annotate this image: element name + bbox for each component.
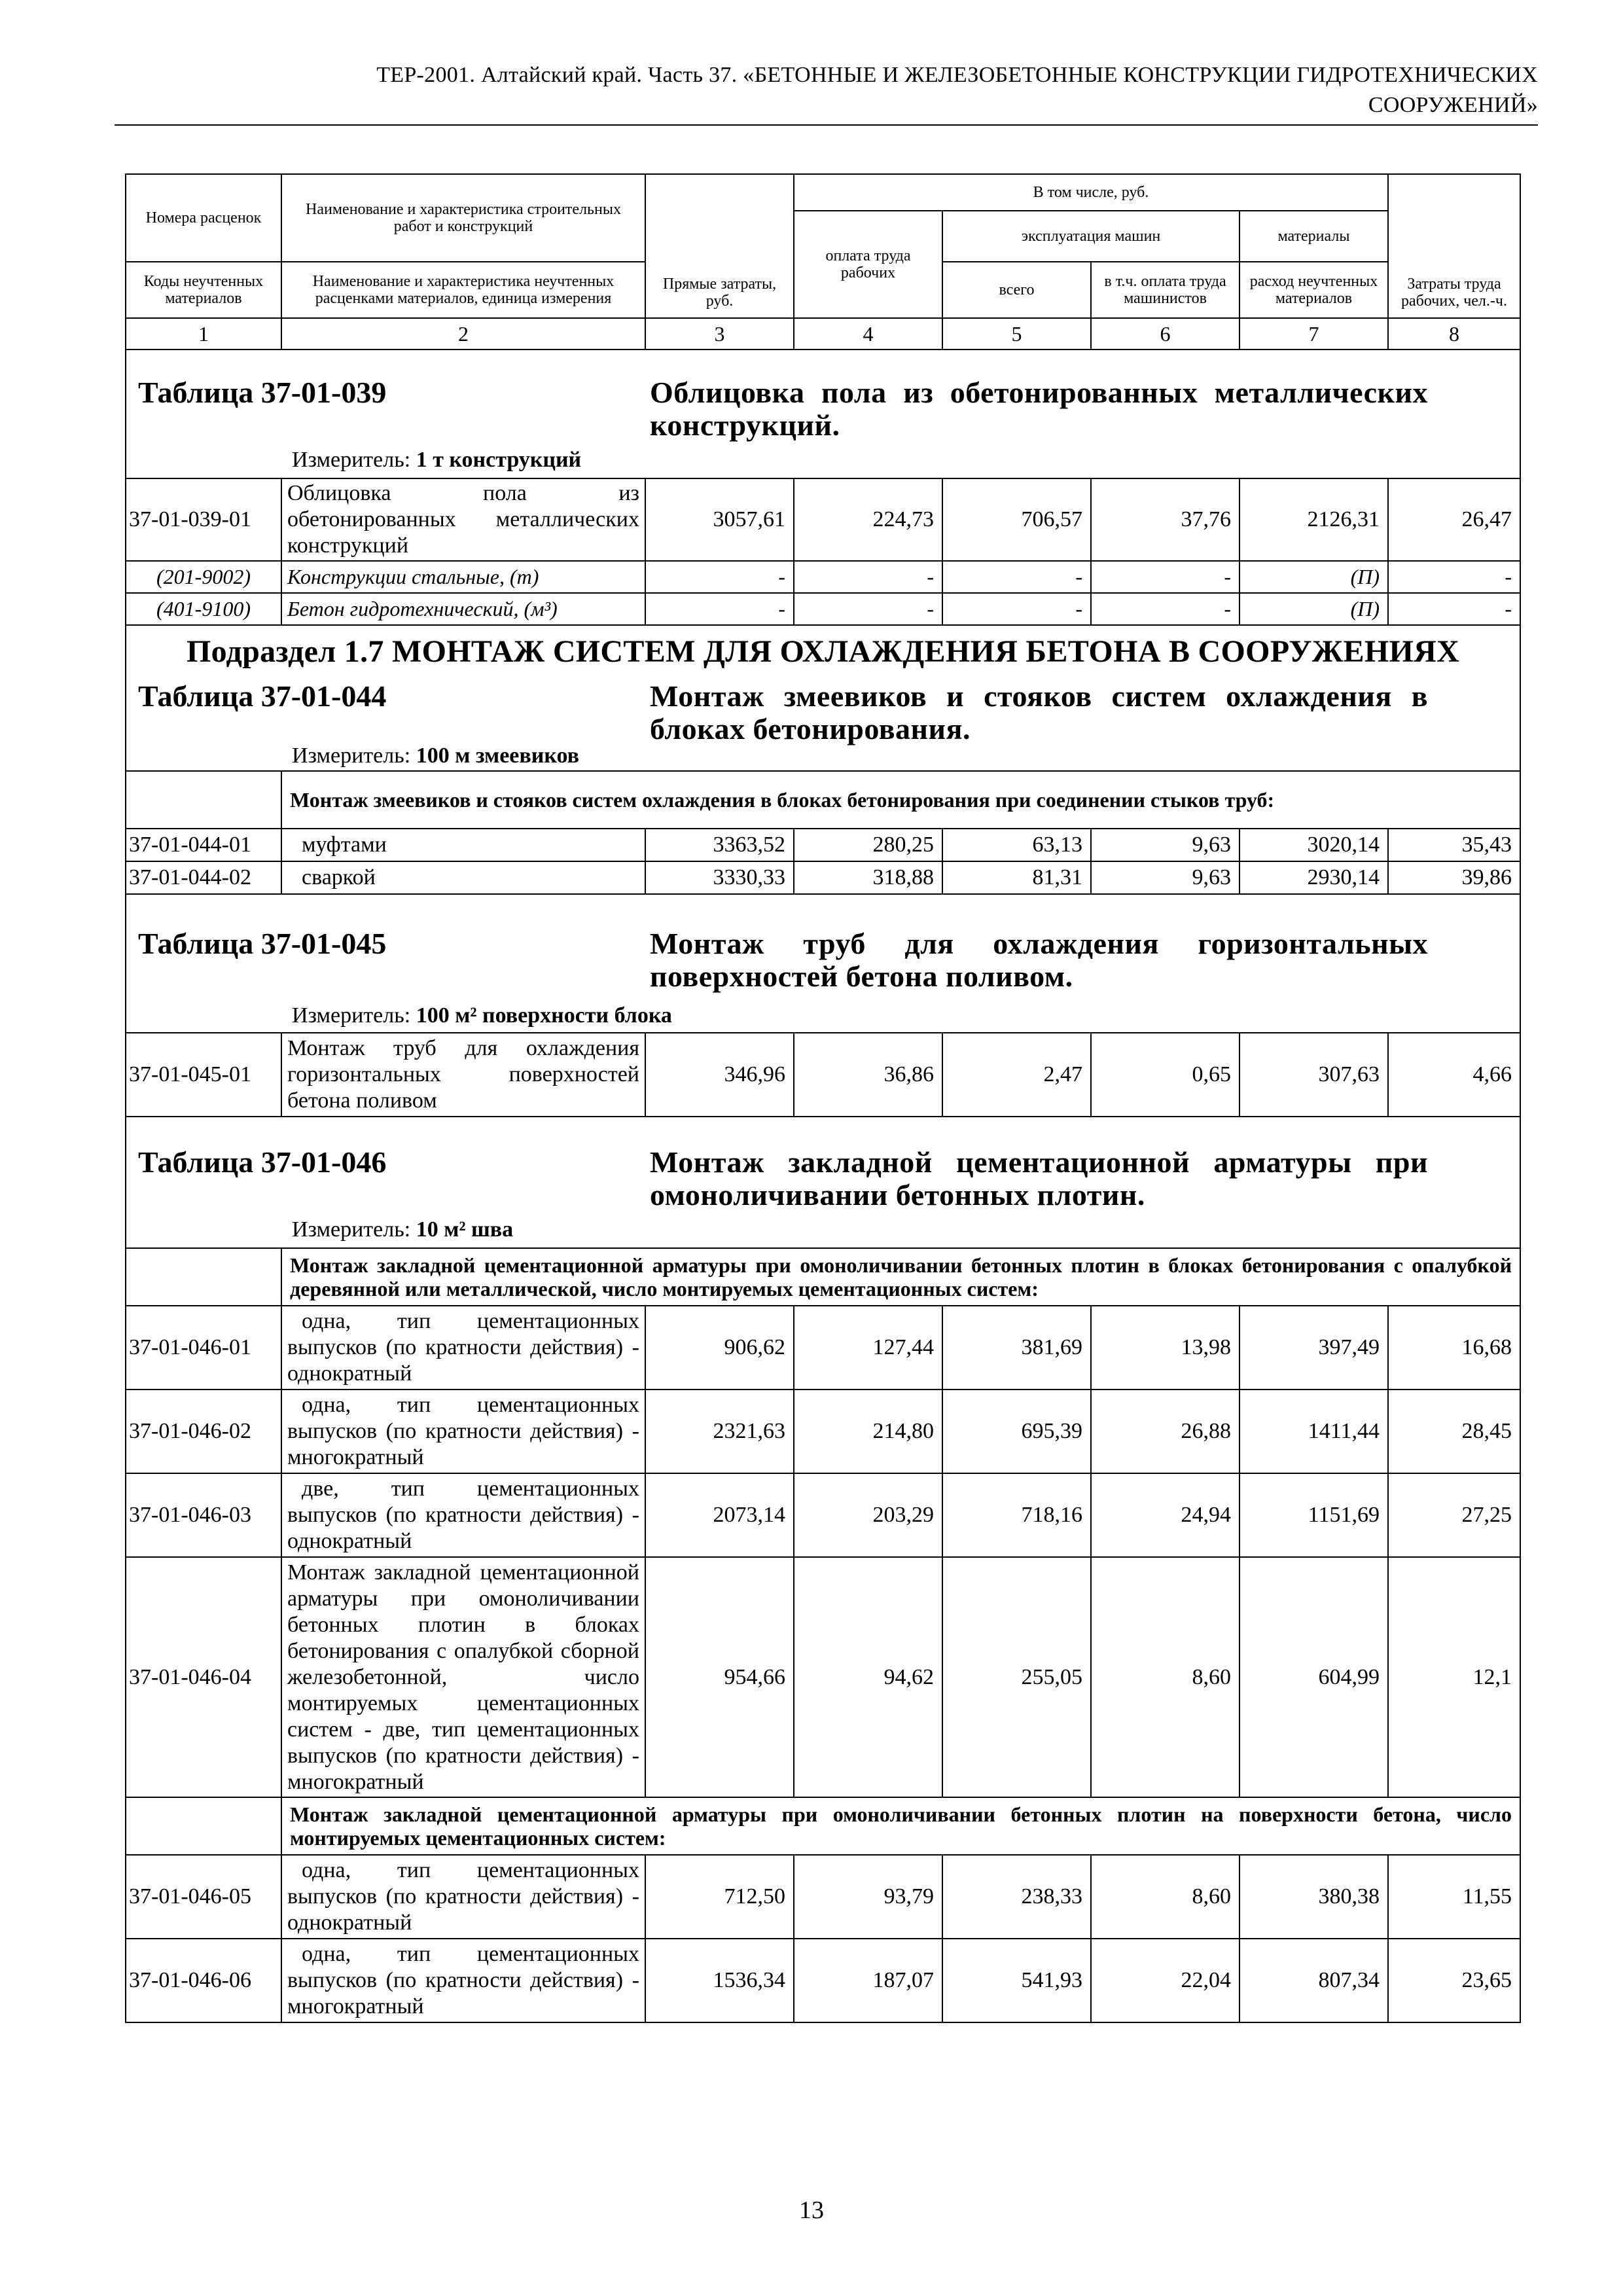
table-row bbox=[126, 478, 1520, 561]
direct-cost: 1536,34 bbox=[645, 1939, 794, 2022]
machines-total: 541,93 bbox=[942, 1939, 1091, 2022]
rate-code: 37-01-046-06 bbox=[126, 1939, 281, 2022]
col-number: 3 bbox=[645, 318, 794, 350]
wages: 318,88 bbox=[794, 861, 942, 894]
col-drivers: в т.ч. оплата труда машинистов bbox=[1091, 262, 1240, 318]
cell: - bbox=[794, 561, 942, 593]
col-total: всего bbox=[942, 262, 1091, 318]
column-numbers-row bbox=[126, 318, 1520, 350]
rate-name: Монтаж труб для охлаждения горизонтальных поверхностей бетона поливом bbox=[281, 1033, 645, 1117]
running-header-line2: СООРУЖЕНИЙ» bbox=[1368, 93, 1538, 117]
drivers-wages: 8,60 bbox=[1091, 1855, 1240, 1939]
table-title-block bbox=[126, 350, 1520, 478]
rate-code: 37-01-046-05 bbox=[126, 1855, 281, 1939]
group-title: Монтаж закладной цементационной арматуры при омоноличивании бетонных плотин на поверхности бетона, число монтируемых цементационных систем: bbox=[281, 1797, 1520, 1855]
rate-name: одна, тип цементационных выпусков (по кратности действия) - многократный bbox=[281, 1390, 645, 1473]
labor: 12,1 bbox=[1388, 1557, 1520, 1797]
cell: - bbox=[1091, 561, 1240, 593]
header-rule bbox=[115, 124, 1538, 126]
wages: 127,44 bbox=[794, 1306, 942, 1390]
col-code-b: Коды неучтенных материалов bbox=[126, 262, 281, 318]
table-number: Таблица 37-01-046 bbox=[138, 1145, 387, 1179]
machines-total: 718,16 bbox=[942, 1473, 1091, 1557]
table-measure: Измеритель: 10 м² шва bbox=[292, 1217, 514, 1242]
col-number: 6 bbox=[1091, 318, 1240, 350]
col-name-a: Наименование и характеристика строительных работ и конструкций bbox=[281, 174, 645, 262]
labor: 39,86 bbox=[1388, 861, 1520, 894]
col-number: 8 bbox=[1388, 318, 1520, 350]
table-row bbox=[126, 1473, 1520, 1557]
labor: 28,45 bbox=[1388, 1390, 1520, 1473]
price-table bbox=[125, 173, 1521, 2023]
page-number: 13 bbox=[799, 2197, 824, 2224]
direct-cost: 3330,33 bbox=[645, 861, 794, 894]
col-number: 4 bbox=[794, 318, 942, 350]
col-labor: Затраты труда рабочих, чел.-ч. bbox=[1388, 174, 1520, 318]
running-header-line1: ТЕР-2001. Алтайский край. Часть 37. «БЕТОННЫЕ И ЖЕЛЕЗОБЕТОННЫЕ КОНСТРУКЦИИ ГИДРОТЕХНИЧЕСКИХ bbox=[376, 63, 1538, 87]
table-number: Таблица 37-01-044 bbox=[138, 679, 387, 713]
materials: 604,99 bbox=[1240, 1557, 1388, 1797]
group-title: Монтаж змеевиков и стояков систем охлаждения в блоках бетонирования при соединении стыков труб: bbox=[281, 771, 1520, 829]
direct-cost: 3057,61 bbox=[645, 478, 794, 561]
wages: 280,25 bbox=[794, 829, 942, 861]
direct-cost: 346,96 bbox=[645, 1033, 794, 1117]
table-title: Монтаж труб для охлаждения горизонтальных поверхностей бетона поливом. bbox=[650, 927, 1428, 993]
rate-code: 37-01-039-01 bbox=[126, 478, 281, 561]
running-header bbox=[115, 60, 1538, 120]
table-number: Таблица 37-01-039 bbox=[138, 376, 387, 409]
drivers-wages: 24,94 bbox=[1091, 1473, 1240, 1557]
col-name-b: Наименование и характеристика неучтенных расценками материалов, единица измерения bbox=[281, 262, 645, 318]
wages: 94,62 bbox=[794, 1557, 942, 1797]
direct-cost: 3363,52 bbox=[645, 829, 794, 861]
machines-total: 695,39 bbox=[942, 1390, 1091, 1473]
rate-name: сваркой bbox=[281, 861, 645, 894]
table-row bbox=[126, 861, 1520, 894]
material-name: Бетон гидротехнический, (м³) bbox=[281, 593, 645, 625]
material-name: Конструкции стальные, (т) bbox=[281, 561, 645, 593]
machines-total: 255,05 bbox=[942, 1557, 1091, 1797]
rate-name: Облицовка пола из обетонированных металлических конструкций bbox=[281, 478, 645, 561]
table-title: Монтаж закладной цементационной арматуры при омоноличивании бетонных плотин. bbox=[650, 1145, 1428, 1211]
material-row bbox=[126, 561, 1520, 593]
direct-cost: 712,50 bbox=[645, 1855, 794, 1939]
material-code: (201-9002) bbox=[126, 561, 281, 593]
cell: - bbox=[794, 593, 942, 625]
machines-total: 706,57 bbox=[942, 478, 1091, 561]
labor: 16,68 bbox=[1388, 1306, 1520, 1390]
direct-cost: 906,62 bbox=[645, 1306, 794, 1390]
machines-total: 381,69 bbox=[942, 1306, 1091, 1390]
direct-cost: 2321,63 bbox=[645, 1390, 794, 1473]
machines-total: 2,47 bbox=[942, 1033, 1091, 1117]
col-direct: Прямые затраты, руб. bbox=[645, 174, 794, 318]
table-title: Монтаж змеевиков и стояков систем охлаждения в блоках бетонирования. bbox=[650, 679, 1428, 745]
col-number: 7 bbox=[1240, 318, 1388, 350]
materials: 1151,69 bbox=[1240, 1473, 1388, 1557]
col-materials: материалы bbox=[1240, 211, 1388, 262]
direct-cost: 954,66 bbox=[645, 1557, 794, 1797]
rate-code: 37-01-046-02 bbox=[126, 1390, 281, 1473]
wages: 214,80 bbox=[794, 1390, 942, 1473]
materials: 2126,31 bbox=[1240, 478, 1388, 561]
table-title: Облицовка пола из обетонированных металлических конструкций. bbox=[650, 376, 1428, 442]
cell: - bbox=[942, 593, 1091, 625]
rate-code: 37-01-046-04 bbox=[126, 1557, 281, 1797]
col-machines: эксплуатация машин bbox=[942, 211, 1240, 262]
col-code-a: Номера расценок bbox=[126, 174, 281, 262]
group-row bbox=[126, 1797, 1520, 1855]
drivers-wages: 9,63 bbox=[1091, 861, 1240, 894]
rate-name: муфтами bbox=[281, 829, 645, 861]
cell: - bbox=[1388, 561, 1520, 593]
labor: 11,55 bbox=[1388, 1855, 1520, 1939]
drivers-wages: 0,65 bbox=[1091, 1033, 1240, 1117]
cell: - bbox=[645, 593, 794, 625]
rate-name: Монтаж закладной цементационной арматуры при омоноличивании бетонных плотин в блоках бетонирования с опалубкой сборной железобетонной, число монтируемых цементационных систем - две, тип цементационных выпусков (по кратности действия) - многократный bbox=[281, 1557, 645, 1797]
machines-total: 63,13 bbox=[942, 829, 1091, 861]
cell: - bbox=[942, 561, 1091, 593]
labor: 4,66 bbox=[1388, 1033, 1520, 1117]
rate-name: одна, тип цементационных выпусков (по кратности действия) - однократный bbox=[281, 1306, 645, 1390]
cell: (П) bbox=[1240, 561, 1388, 593]
col-mat-use: расход неучтенных материалов bbox=[1240, 262, 1388, 318]
col-number: 5 bbox=[942, 318, 1091, 350]
group-title: Монтаж закладной цементационной арматуры при омоноличивании бетонных плотин в блоках бетонирования с опалубкой деревянной или металлической, число монтируемых цементационных систем: bbox=[281, 1248, 1520, 1306]
wages: 224,73 bbox=[794, 478, 942, 561]
drivers-wages: 37,76 bbox=[1091, 478, 1240, 561]
rate-code: 37-01-044-02 bbox=[126, 861, 281, 894]
labor: 35,43 bbox=[1388, 829, 1520, 861]
labor: 23,65 bbox=[1388, 1939, 1520, 2022]
material-code: (401-9100) bbox=[126, 593, 281, 625]
materials: 307,63 bbox=[1240, 1033, 1388, 1117]
rate-code: 37-01-046-03 bbox=[126, 1473, 281, 1557]
table-title-block bbox=[126, 677, 1520, 771]
wages: 36,86 bbox=[794, 1033, 942, 1117]
table-title-block bbox=[126, 894, 1520, 1033]
materials: 380,38 bbox=[1240, 1855, 1388, 1939]
table-title-block bbox=[126, 1117, 1520, 1248]
machines-total: 81,31 bbox=[942, 861, 1091, 894]
rate-code: 37-01-044-01 bbox=[126, 829, 281, 861]
materials: 397,49 bbox=[1240, 1306, 1388, 1390]
rate-code: 37-01-046-01 bbox=[126, 1306, 281, 1390]
materials: 2930,14 bbox=[1240, 861, 1388, 894]
section-title: Подраздел 1.7 МОНТАЖ СИСТЕМ ДЛЯ ОХЛАЖДЕНИЯ БЕТОНА В СООРУЖЕНИЯХ bbox=[126, 625, 1520, 677]
table-row bbox=[126, 829, 1520, 861]
table-row bbox=[126, 1390, 1520, 1473]
table-row bbox=[126, 1306, 1520, 1390]
section-row bbox=[126, 625, 1520, 677]
col-wages: оплата труда рабочих bbox=[794, 211, 942, 318]
rate-code: 37-01-045-01 bbox=[126, 1033, 281, 1117]
materials: 807,34 bbox=[1240, 1939, 1388, 2022]
cell: (П) bbox=[1240, 593, 1388, 625]
table-row bbox=[126, 1033, 1520, 1117]
rate-name: одна, тип цементационных выпусков (по кратности действия) - многократный bbox=[281, 1939, 645, 2022]
col-number: 2 bbox=[281, 318, 645, 350]
machines-total: 238,33 bbox=[942, 1855, 1091, 1939]
table-measure: Измеритель: 100 м змеевиков bbox=[292, 744, 579, 768]
labor: 26,47 bbox=[1388, 478, 1520, 561]
col-number: 1 bbox=[126, 318, 281, 350]
wages: 187,07 bbox=[794, 1939, 942, 2022]
table-row bbox=[126, 1855, 1520, 1939]
group-row bbox=[126, 1248, 1520, 1306]
drivers-wages: 13,98 bbox=[1091, 1306, 1240, 1390]
material-row bbox=[126, 593, 1520, 625]
materials: 1411,44 bbox=[1240, 1390, 1388, 1473]
col-incl: В том числе, руб. bbox=[794, 174, 1388, 211]
rate-name: две, тип цементационных выпусков (по кратности действия) - однократный bbox=[281, 1473, 645, 1557]
wages: 203,29 bbox=[794, 1473, 942, 1557]
table-measure: Измеритель: 100 м² поверхности блока bbox=[292, 1003, 672, 1028]
cell: - bbox=[1091, 593, 1240, 625]
cell: - bbox=[645, 561, 794, 593]
labor: 27,25 bbox=[1388, 1473, 1520, 1557]
drivers-wages: 9,63 bbox=[1091, 829, 1240, 861]
materials: 3020,14 bbox=[1240, 829, 1388, 861]
group-row bbox=[126, 771, 1520, 829]
table-measure: Измеритель: 1 т конструкций bbox=[292, 448, 582, 472]
drivers-wages: 26,88 bbox=[1091, 1390, 1240, 1473]
drivers-wages: 22,04 bbox=[1091, 1939, 1240, 2022]
table-row bbox=[126, 1557, 1520, 1797]
table-row bbox=[126, 1939, 1520, 2022]
cell: - bbox=[1388, 593, 1520, 625]
table-number: Таблица 37-01-045 bbox=[138, 927, 387, 960]
drivers-wages: 8,60 bbox=[1091, 1557, 1240, 1797]
rate-name: одна, тип цементационных выпусков (по кратности действия) - однократный bbox=[281, 1855, 645, 1939]
header-row-1 bbox=[126, 174, 1520, 211]
wages: 93,79 bbox=[794, 1855, 942, 1939]
direct-cost: 2073,14 bbox=[645, 1473, 794, 1557]
